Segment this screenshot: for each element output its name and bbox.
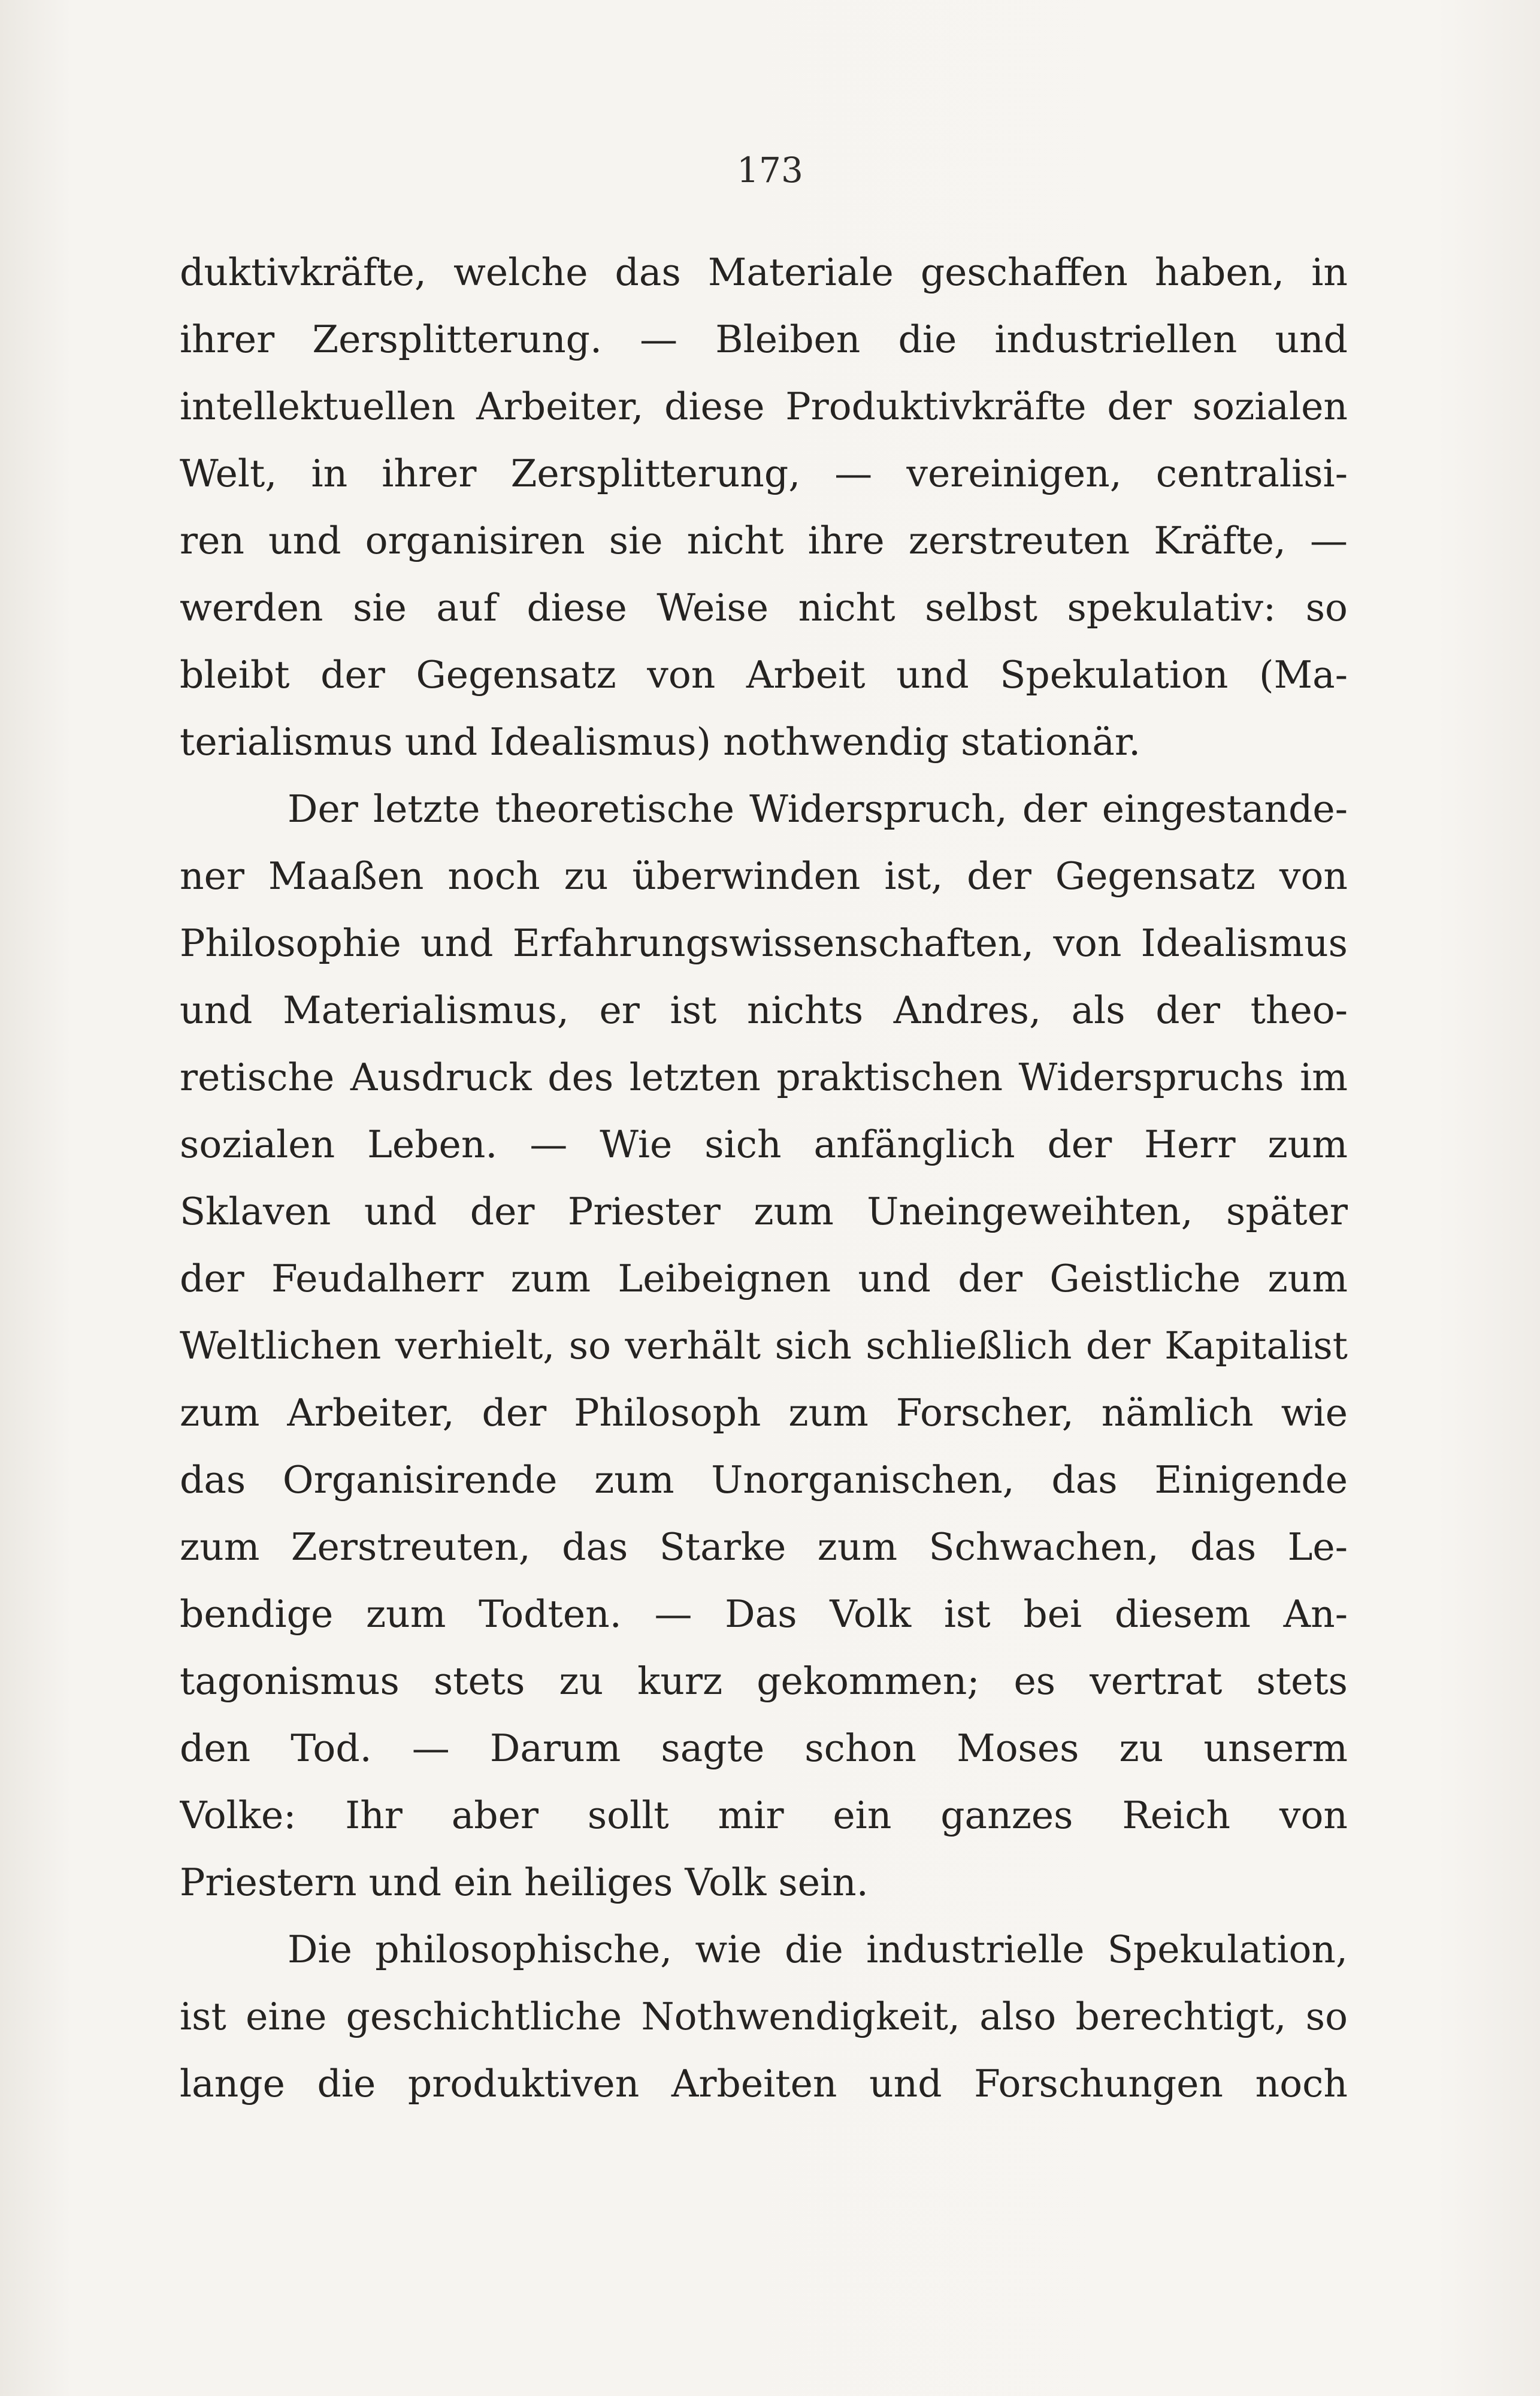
text-line: Welt, in ihrer Zersplitterung, — vereinigen, centralisi- bbox=[180, 452, 1348, 495]
text-line: retische Ausdruck des letzten praktischen Widerspruchs im bbox=[180, 1055, 1348, 1099]
text-line: das Organisirende zum Unorganischen, das Einigende bbox=[180, 1458, 1348, 1502]
text-line: und Materialismus, er ist nichts Andres, als der theo- bbox=[180, 988, 1348, 1032]
text-line: zum Zerstreuten, das Starke zum Schwachen, das Le- bbox=[180, 1525, 1348, 1569]
text-line: intellektuellen Arbeiter, diese Produktivkräfte der sozialen bbox=[180, 385, 1348, 428]
text-line: bleibt der Gegensatz von Arbeit und Spekulation (Ma- bbox=[180, 653, 1348, 697]
page-number: 173 bbox=[737, 150, 803, 190]
paragraph-first-line: Die philosophische, wie die industrielle Spekulation, bbox=[288, 1928, 1348, 1971]
text-line: Weltlichen verhielt, so verhält sich schließlich der Kapitalist bbox=[180, 1324, 1348, 1368]
text-line: ner Maaßen noch zu überwinden ist, der Gegensatz von bbox=[180, 854, 1348, 898]
text-line: werden sie auf diese Weise nicht selbst spekulativ: so bbox=[180, 586, 1348, 630]
text-line: zum Arbeiter, der Philosoph zum Forscher, nämlich wie bbox=[180, 1391, 1348, 1435]
text-line: Priestern und ein heiliges Volk sein. bbox=[180, 1860, 869, 1904]
text-line: duktivkräfte, welche das Materiale geschaffen haben, in bbox=[180, 250, 1348, 294]
text-line: ren und organisiren sie nicht ihre zerstreuten Kräfte, — bbox=[180, 519, 1348, 562]
paragraph-first-line: Der letzte theoretische Widerspruch, der eingestande- bbox=[288, 787, 1348, 831]
text-line: den Tod. — Darum sagte schon Moses zu unserm bbox=[180, 1726, 1348, 1770]
text-line: sozialen Leben. — Wie sich anfänglich der Herr zum bbox=[180, 1123, 1348, 1166]
text-line: tagonismus stets zu kurz gekommen; es vertrat stets bbox=[180, 1659, 1348, 1703]
text-line: Volke: Ihr aber sollt mir ein ganzes Reich von bbox=[180, 1793, 1348, 1837]
text-line: der Feudalherr zum Leibeignen und der Geistliche zum bbox=[180, 1257, 1348, 1300]
text-line: Philosophie und Erfahrungswissenschaften, von Idealismus bbox=[180, 921, 1348, 965]
text-line: Sklaven und der Priester zum Uneingeweihten, später bbox=[180, 1190, 1348, 1233]
text-line: lange die produktiven Arbeiten und Forschungen noch bbox=[180, 2062, 1348, 2105]
text-line: terialismus und Idealismus) nothwendig stationär. bbox=[180, 720, 1141, 764]
text-line: ist eine geschichtliche Nothwendigkeit, also berechtigt, so bbox=[180, 1995, 1348, 2038]
text-line: bendige zum Todten. — Das Volk ist bei diesem An- bbox=[180, 1592, 1348, 1636]
text-line: ihrer Zersplitterung. — Bleiben die industriellen und bbox=[180, 317, 1348, 361]
